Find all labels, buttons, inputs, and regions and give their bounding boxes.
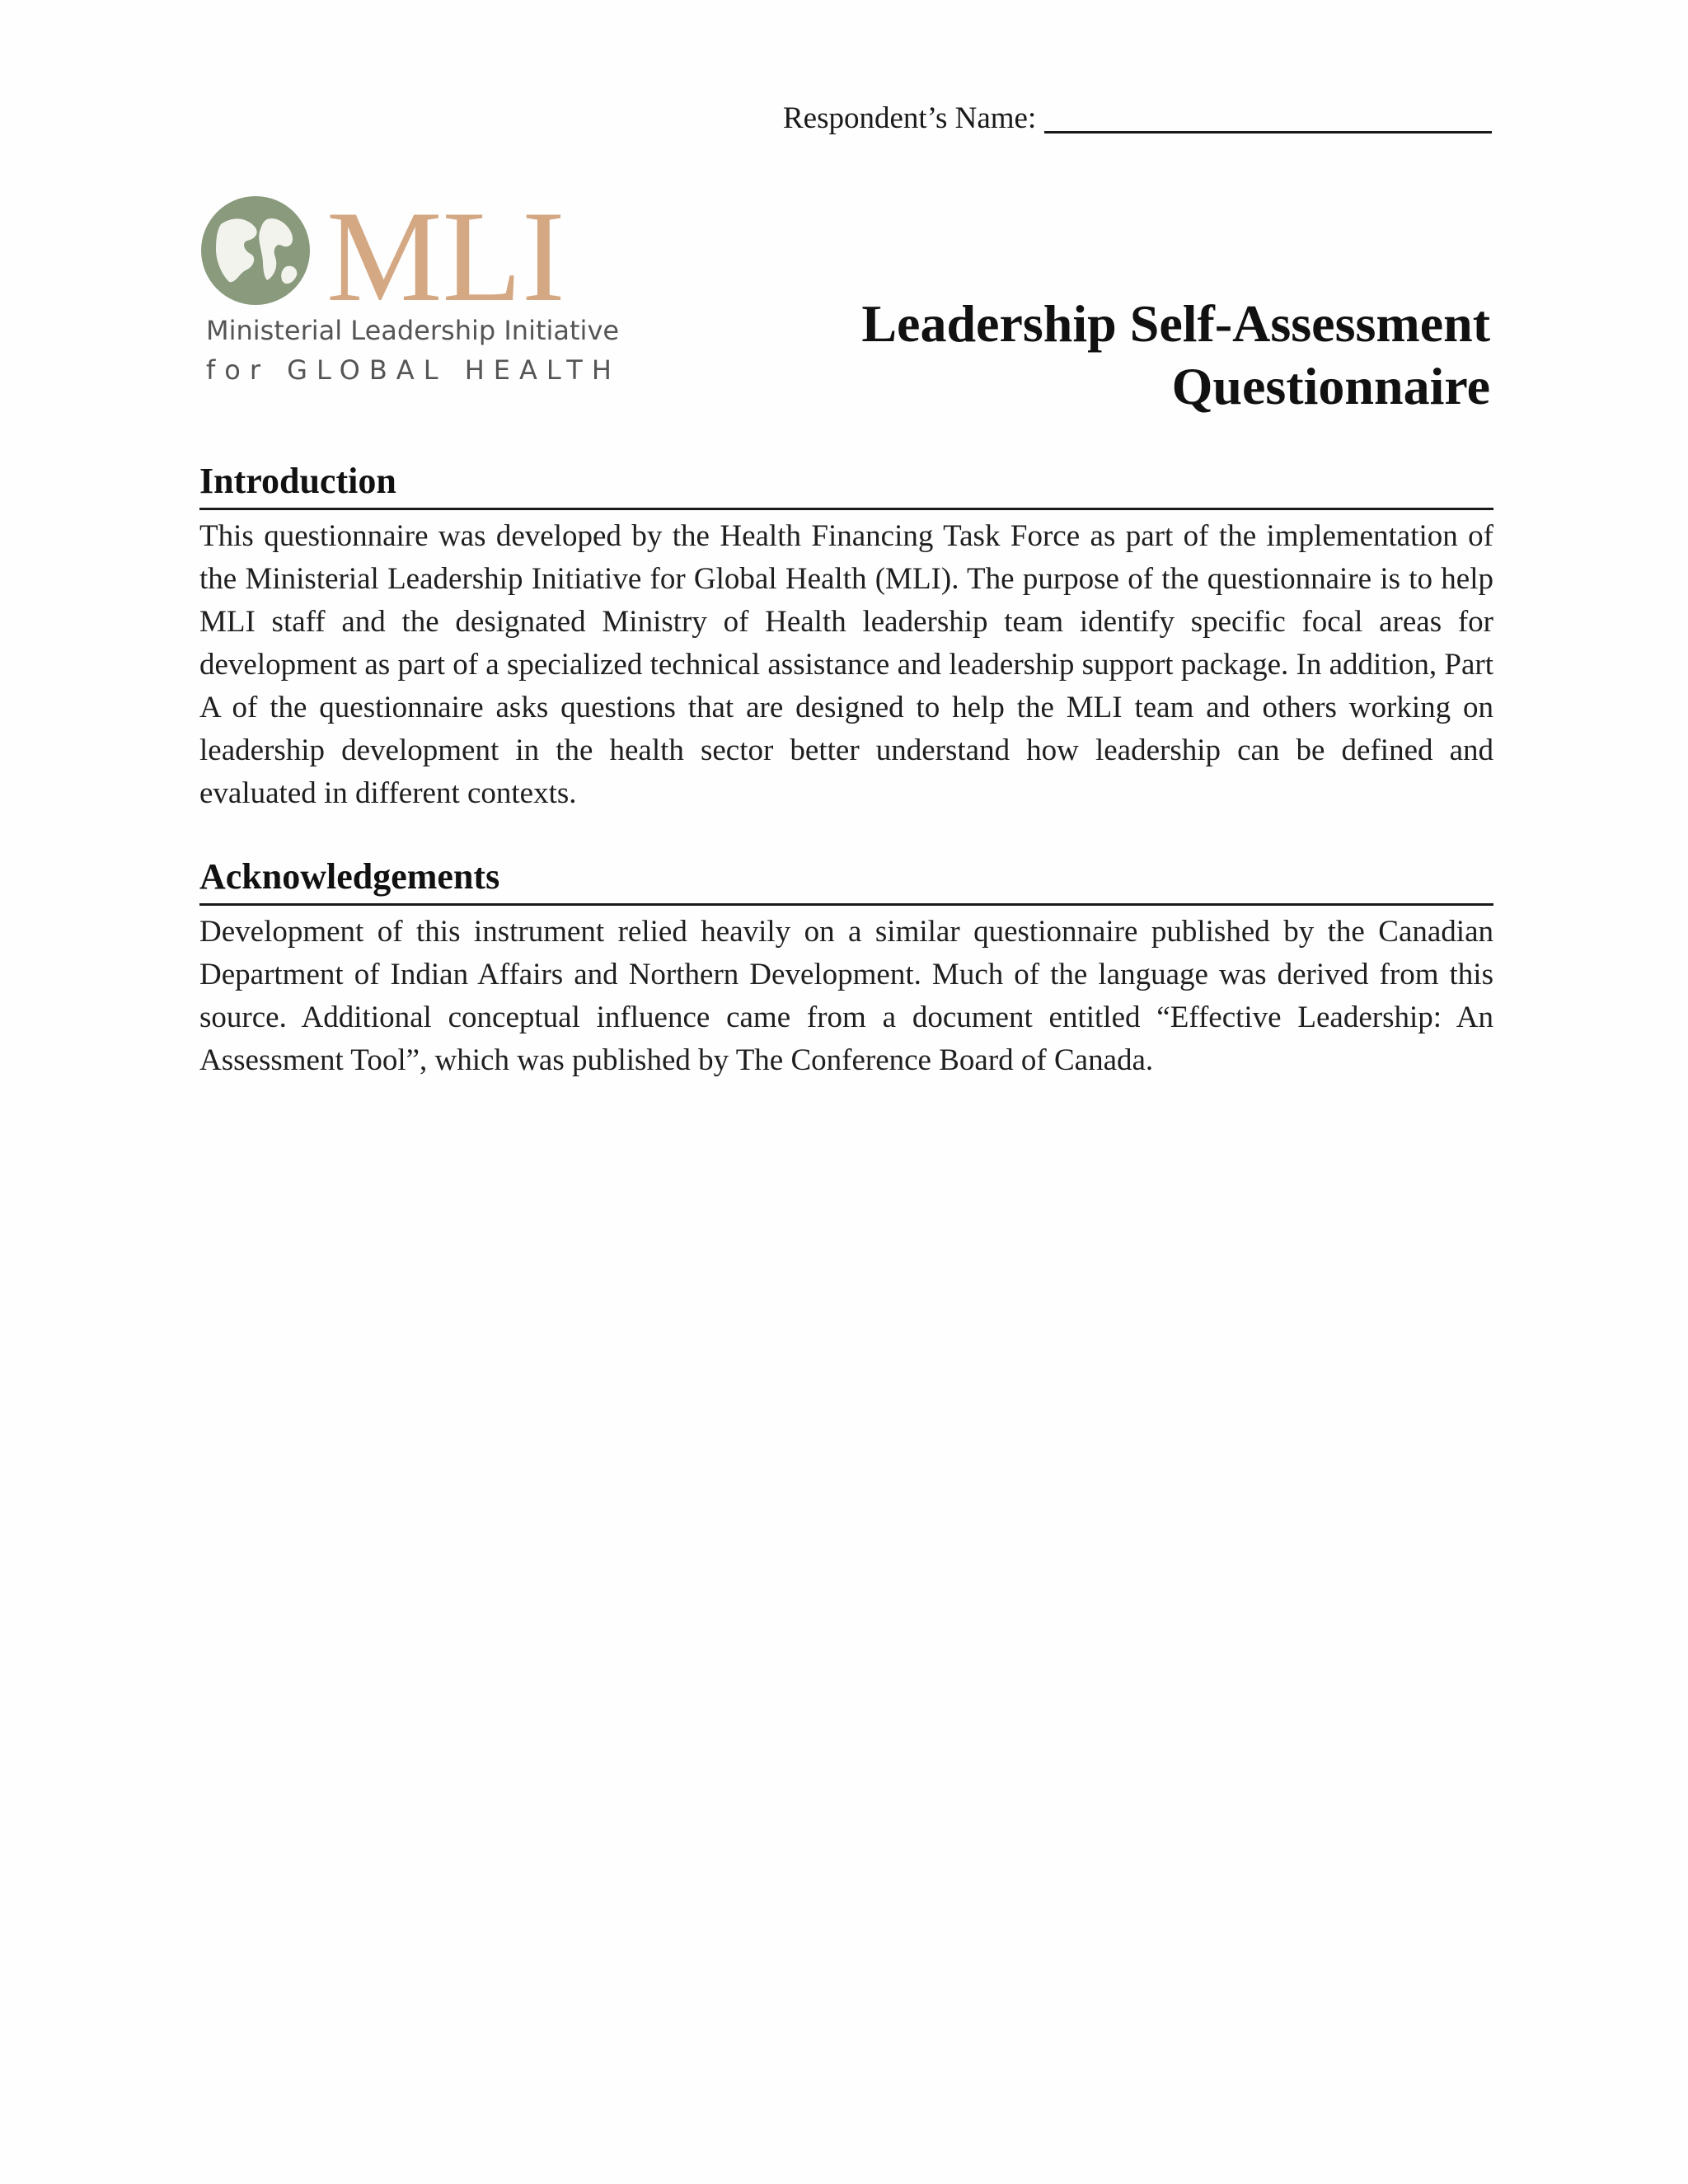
acknowledgements-heading: Acknowledgements bbox=[199, 854, 1493, 906]
logo-line-global-health: for GLOBAL HEALTH bbox=[206, 354, 621, 386]
respondent-name-blank-line bbox=[1044, 131, 1492, 134]
title-line-2: Questionnaire bbox=[1171, 356, 1490, 415]
mli-logo bbox=[196, 191, 621, 389]
respondent-name-label: Respondent’s Name: bbox=[783, 101, 1037, 135]
introduction-body: This questionnaire was developed by the Health Financing Task Force as part of the implementation of the Ministerial Leadership Initiative for Global Health (MLI). The purpose of the questionnaire is to help MLI staff and the designated Ministry of Health leadership team identify specific focal areas for development as part of a specialized technical assistance and leadership support package. In addition, Part A of the questionnaire asks questions that are designed to help the MLI team and others working on leadership development in the health sector better understand how leadership can be defined and evaluated in different contexts. bbox=[199, 519, 1493, 810]
introduction-section bbox=[199, 458, 1493, 815]
introduction-heading: Introduction bbox=[199, 458, 1493, 510]
mli-wordmark: MLI bbox=[326, 191, 565, 311]
acknowledgements-section bbox=[199, 854, 1493, 1082]
logo-line-ministerial: Ministerial Leadership Initiative bbox=[206, 315, 620, 346]
title-line-1: Leadership Self-Assessment bbox=[861, 293, 1490, 353]
acknowledgements-body: Development of this instrument relied heavily on a similar questionnaire published by the Canadian Department of Indian Affairs and Northern Development. Much of the language was derived from this source. Additional conceptual influence came from a document entitled “Effective Leadership: An Assessment Tool”, which was published by The Conference Board of Canada. bbox=[199, 915, 1493, 1077]
document-title bbox=[748, 293, 1490, 418]
mli-logo-graphic bbox=[196, 191, 592, 311]
respondent-name-field bbox=[783, 97, 1492, 138]
globe-icon bbox=[201, 196, 310, 305]
